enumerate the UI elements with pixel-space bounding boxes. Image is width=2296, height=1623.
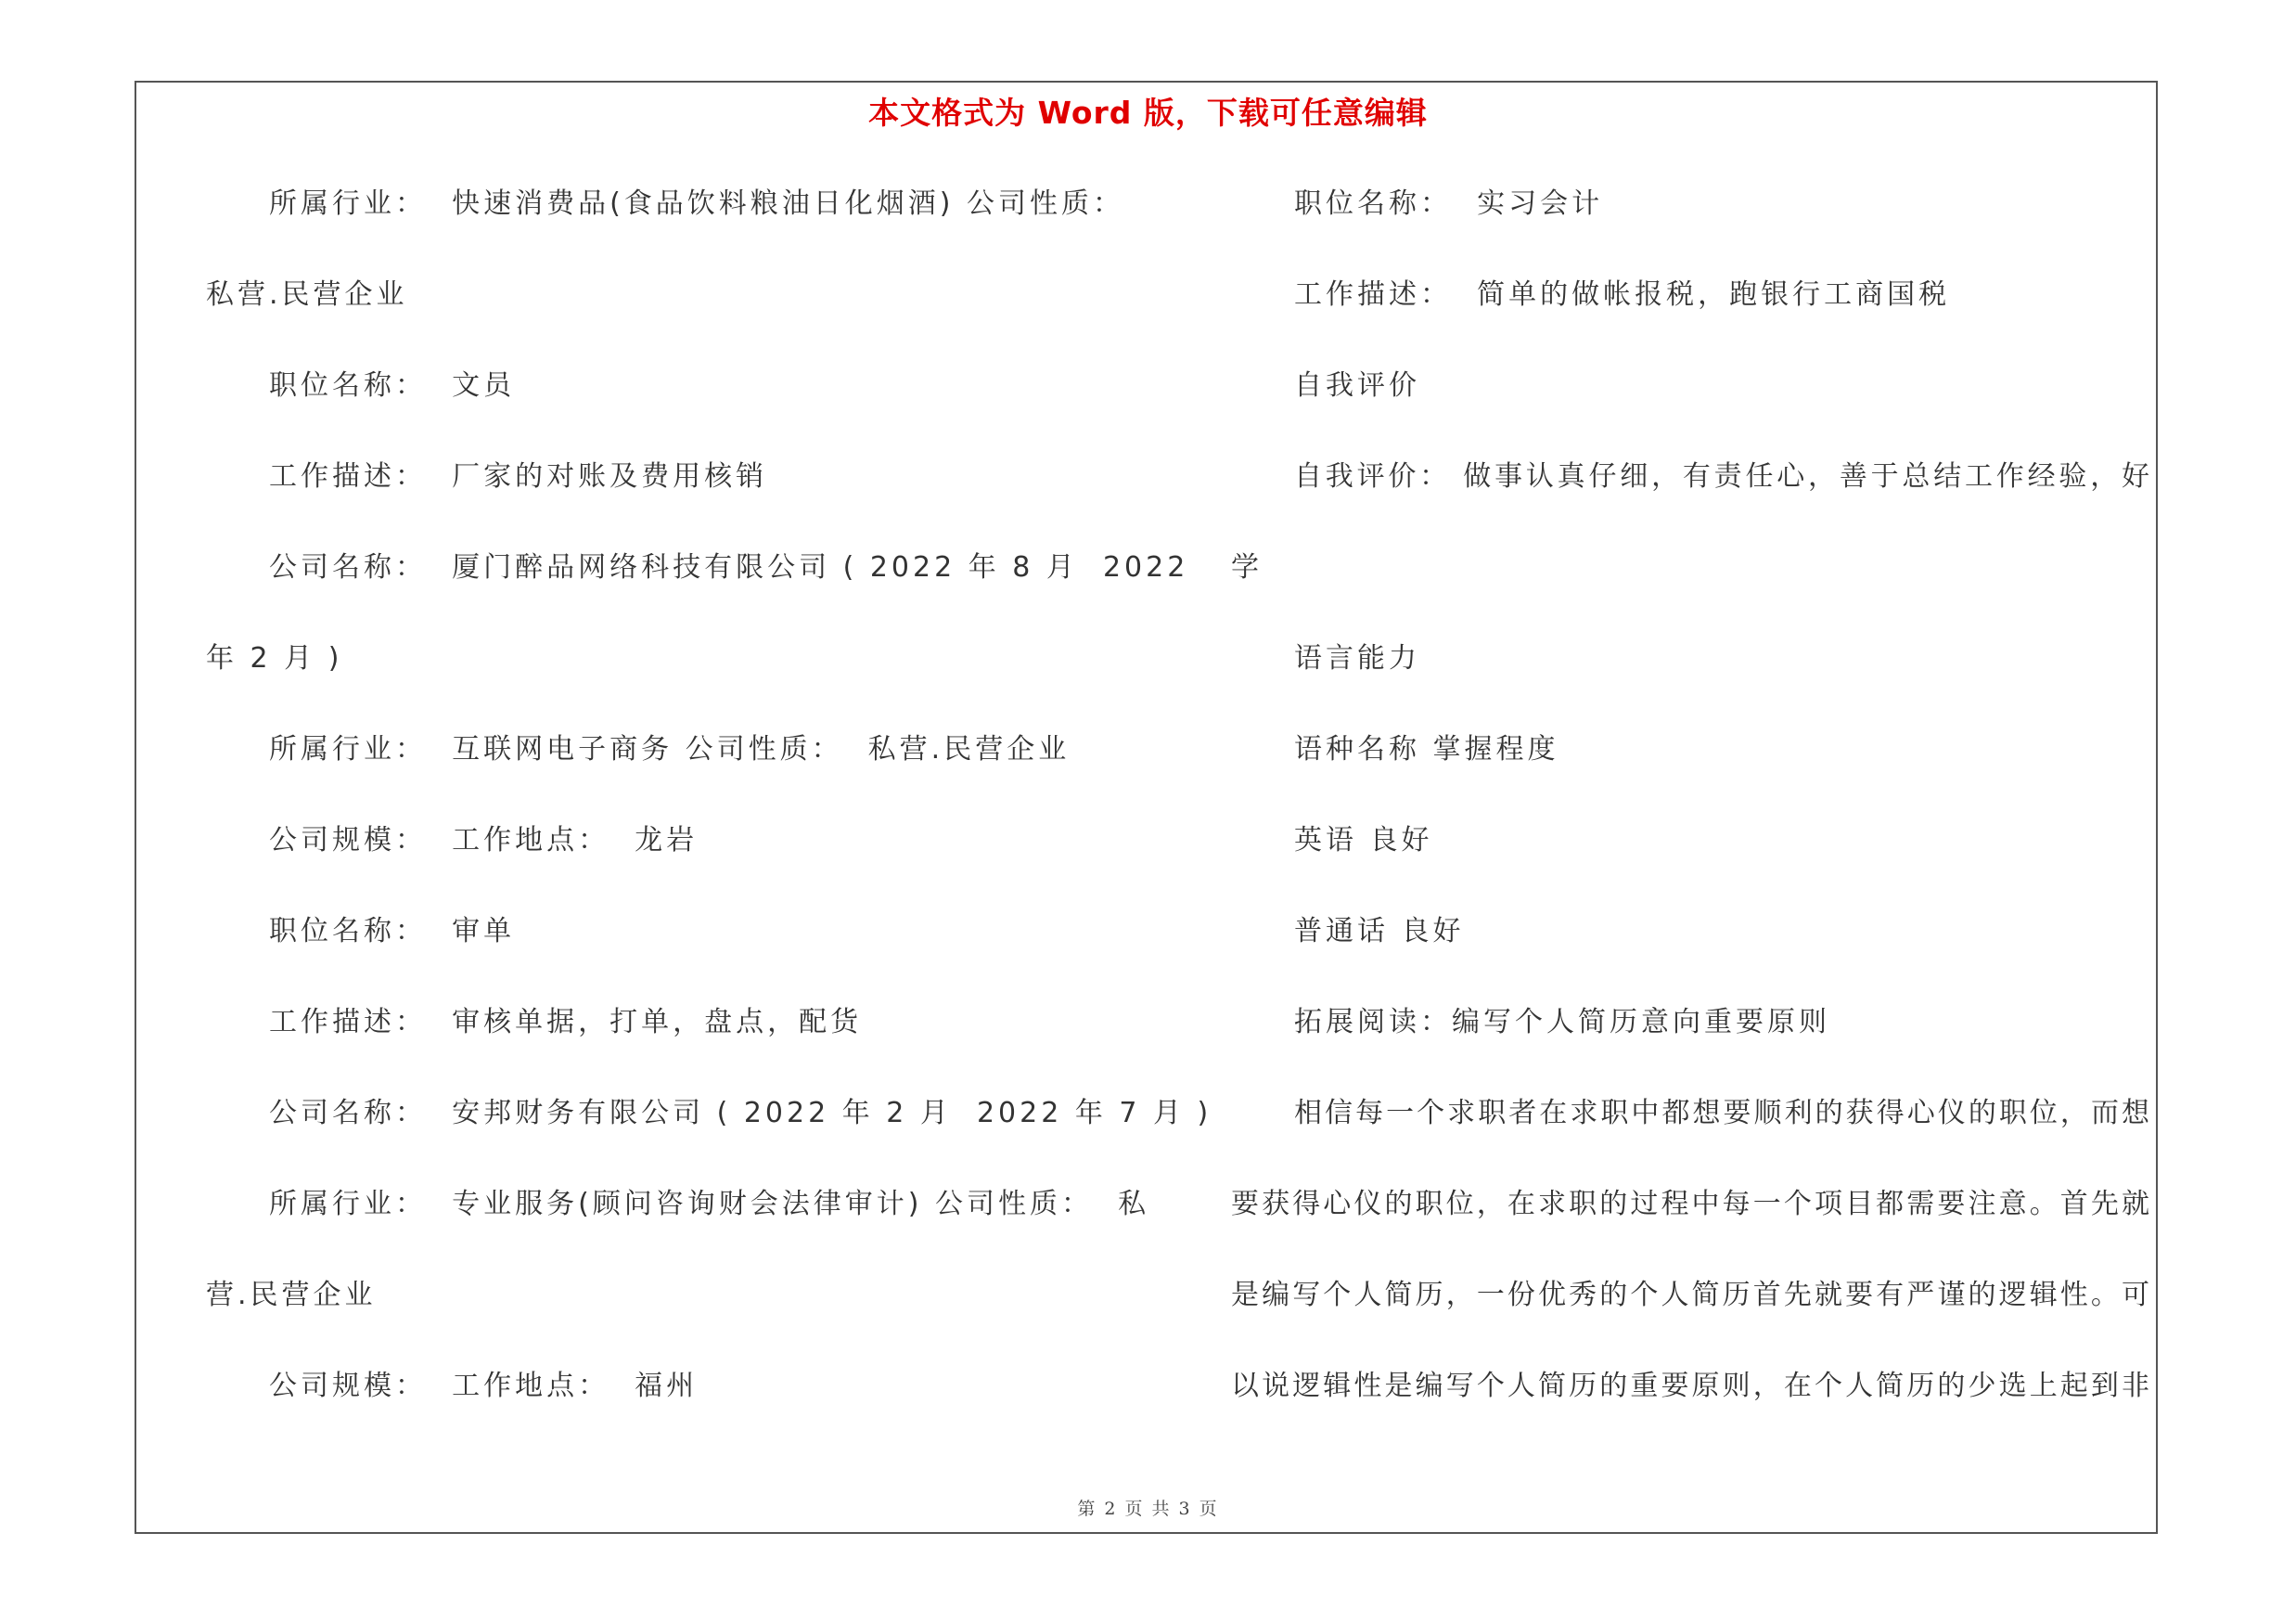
language-row-mandarin: 普通话 良好: [1294, 915, 1465, 947]
left-line-scale-2: 公司规模： 工作地点： 龙岩: [269, 824, 699, 857]
right-line-position: 职位名称： 实习会计: [1294, 187, 1604, 220]
paragraph-line-1: 相信每一个求职者在求职中都想要顺利的获得心仪的职位，而想: [1294, 1097, 2149, 1129]
language-table-header: 语种名称 掌握程度: [1294, 733, 1559, 766]
format-banner: 本文格式为 Word 版，下载可任意编辑: [868, 95, 1428, 131]
language-row-english: 英语 良好: [1294, 824, 1433, 857]
right-line-self-evaluation-end: 学: [1231, 551, 1263, 584]
left-line-company-3: 公司名称： 安邦财务有限公司 ( 2022 年 2 月 2022 年 7 月 ): [269, 1097, 1212, 1129]
left-line-description-2: 工作描述： 审核单据，打单，盘点，配货: [269, 1006, 863, 1038]
section-heading-extended-reading: 拓展阅读：编写个人简历意向重要原则: [1294, 1006, 1830, 1038]
paragraph-line-4: 以说逻辑性是编写个人简历的重要原则，在个人简历的少选上起到非: [1231, 1370, 2149, 1402]
page-number: 第 2 页 共 3 页: [1077, 1499, 1219, 1519]
left-line-nature-3: 营.民营企业: [206, 1279, 377, 1311]
left-line-position-1: 职位名称： 文员: [269, 369, 516, 402]
right-line-self-evaluation: 自我评价： 做事认真仔细，有责任心，善于总结工作经验，好: [1294, 460, 2149, 493]
paragraph-line-2: 要获得心仪的职位，在求职的过程中每一个项目都需要注意。首先就: [1231, 1188, 2149, 1220]
left-line-industry-2: 所属行业： 互联网电子商务 公司性质： 私营.民营企业: [269, 733, 1071, 766]
left-line-company-2: 公司名称： 厦门醉品网络科技有限公司 ( 2022 年 8 月 2022: [269, 551, 1189, 584]
left-line-description-1: 工作描述： 厂家的对账及费用核销: [269, 460, 768, 493]
left-line-nature-1: 私营.民营企业: [206, 278, 408, 311]
right-line-description: 工作描述： 简单的做帐报税，跑银行工商国税: [1294, 278, 1951, 311]
left-line-company-2-end: 年 2 月 ): [206, 642, 343, 675]
left-line-scale-3: 公司规模： 工作地点： 福州: [269, 1370, 699, 1402]
paragraph-line-3: 是编写个人简历，一份优秀的个人简历首先就要有严谨的逻辑性。可: [1231, 1279, 2149, 1311]
left-line-position-2: 职位名称： 审单: [269, 915, 516, 947]
left-line-industry-3: 所属行业： 专业服务(顾问咨询财会法律审计) 公司性质： 私: [269, 1188, 1150, 1220]
section-heading-self-evaluation: 自我评价: [1294, 369, 1420, 402]
section-heading-language: 语言能力: [1294, 642, 1420, 675]
left-line-industry-1: 所属行业： 快速消费品(食品饮料粮油日化烟酒) 公司性质：: [269, 187, 1125, 220]
